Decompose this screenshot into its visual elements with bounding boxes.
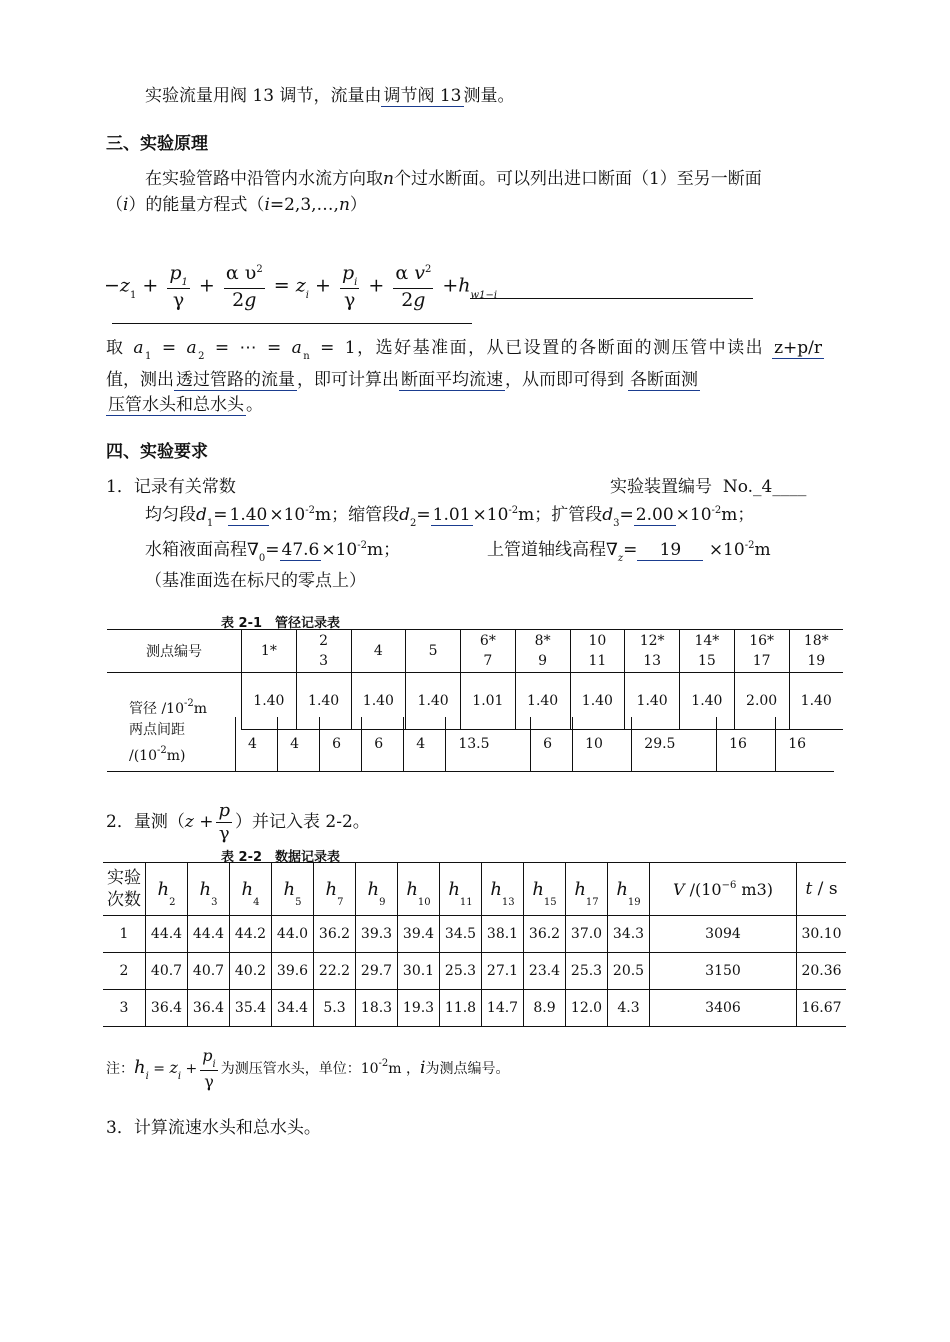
table2-h-cell: 39.4 bbox=[398, 916, 440, 953]
table1-dist: 6 bbox=[320, 717, 362, 772]
table2-h-cell: 44.4 bbox=[188, 916, 230, 953]
table2-h-cell: 39.3 bbox=[356, 916, 398, 953]
table1-dist: 4 bbox=[404, 717, 446, 772]
elevation-line: 水箱液面高程$\nabla_0= 47.6 \times 10^{-2}m$； bbox=[145, 540, 401, 564]
table2-h-head: $h_7$ bbox=[314, 863, 356, 916]
table1-diam: 1.40 bbox=[789, 673, 843, 730]
table1-diam: 1.40 bbox=[242, 673, 297, 730]
table1-point: 18* 19 bbox=[789, 630, 843, 673]
head-blank-cont: 压管水头和总水头 bbox=[108, 395, 244, 415]
table2-h-head: $h_{10}$ bbox=[398, 863, 440, 916]
table2-h-cell: 37.0 bbox=[566, 916, 608, 953]
table1-diam: 1.40 bbox=[351, 673, 406, 730]
table2-h-head: $h_9$ bbox=[356, 863, 398, 916]
table1-dist: 13.5 bbox=[446, 717, 531, 772]
table1-point-label: 测点编号 bbox=[107, 630, 242, 673]
velocity-blank: 断面平均流速 bbox=[401, 370, 503, 390]
table2-h-head: $h_{13}$ bbox=[482, 863, 524, 916]
table2-run: 1 bbox=[103, 916, 146, 953]
table1-dist: 29.5 bbox=[632, 717, 717, 772]
table2-h-cell: 20.5 bbox=[608, 953, 650, 990]
table2-h-cell: 44.4 bbox=[146, 916, 188, 953]
table2-h-cell: 36.2 bbox=[524, 916, 566, 953]
table1-dist: 4 bbox=[236, 717, 278, 772]
item1: 1．记录有关常数 bbox=[106, 477, 236, 497]
table2-h-head: $h_{15}$ bbox=[524, 863, 566, 916]
table2-h-head: $h_2$ bbox=[146, 863, 188, 916]
table2-note: 注：$h_i = z_i$ + $\frac{p_i}{\gamma}$ 为测压管水头，单位：$10^{-2}m$ ，i为测点编号。 bbox=[106, 1046, 510, 1091]
table1-diam: 1.40 bbox=[296, 673, 351, 730]
table2-h-cell: 23.4 bbox=[524, 953, 566, 990]
table2-h-head: $h_{17}$ bbox=[566, 863, 608, 916]
head-blank: 各断面测 bbox=[630, 370, 698, 390]
table1-point: 12* 13 bbox=[625, 630, 680, 673]
flow-meter-blank: 调节阀 13 bbox=[383, 86, 462, 106]
table2-h-cell: 38.1 bbox=[482, 916, 524, 953]
table1-diam: 1.40 bbox=[515, 673, 570, 730]
flow-blank: 透过管路的流量 bbox=[176, 370, 295, 390]
table1-dist: 6 bbox=[531, 717, 573, 772]
table1-point: 16* 17 bbox=[734, 630, 789, 673]
table2-h-cell: 34.5 bbox=[440, 916, 482, 953]
d3-value: 2.00 bbox=[635, 505, 674, 525]
d2-value: 1.01 bbox=[432, 505, 471, 525]
equation-rule bbox=[470, 298, 753, 299]
table2-time-head: t / s bbox=[797, 863, 847, 916]
table2-time-cell: 20.36 bbox=[797, 953, 847, 990]
table1-rows12 bbox=[107, 630, 843, 730]
table2-h-cell: 8.9 bbox=[524, 990, 566, 1027]
item2: 2．量测（z + $\frac{p}{\gamma}$ ）并记入表 2-2。 bbox=[106, 800, 370, 844]
table2-h-cell: 34.4 bbox=[272, 990, 314, 1027]
table1-diam: 1.40 bbox=[680, 673, 735, 730]
table1-dist-label: 两点间距 $/(10^{-2}m)$ bbox=[107, 717, 236, 772]
principle-line5: 压管水头和总水头 。 bbox=[108, 395, 263, 415]
table2-h-cell: 11.8 bbox=[440, 990, 482, 1027]
table1-point: 5 bbox=[406, 630, 461, 673]
table2-h-cell: 22.2 bbox=[314, 953, 356, 990]
table1-dist: 6 bbox=[362, 717, 404, 772]
table2-h-head: $h_{19}$ bbox=[608, 863, 650, 916]
table2-h-cell: 30.1 bbox=[398, 953, 440, 990]
table2-h-cell: 35.4 bbox=[230, 990, 272, 1027]
table2-h-cell: 25.3 bbox=[440, 953, 482, 990]
table1-row3 bbox=[107, 717, 834, 772]
item3: 3．计算流速水头和总水头。 bbox=[106, 1118, 321, 1138]
table1-point: 4 bbox=[351, 630, 406, 673]
table2-run: 2 bbox=[103, 953, 146, 990]
table1-diam: 1.01 bbox=[461, 673, 516, 730]
principle-line2: （i）的能量方程式（i=2,3,…,n） bbox=[106, 195, 367, 215]
table1-point: 10 11 bbox=[570, 630, 625, 673]
device-number: 实验装置编号 No._4____ bbox=[610, 477, 807, 497]
table1-dist: 10 bbox=[573, 717, 632, 772]
principle-line1: 在实验管路中沿管内水流方向取n个过水断面。可以列出进口断面（1）至另一断面 bbox=[145, 169, 762, 189]
table2-h-cell: 4.3 bbox=[608, 990, 650, 1027]
table2-run: 3 bbox=[103, 990, 146, 1027]
diameters-line: 均匀段$d_1= 1.40 \times 10^{-2}m$；缩管段$d_2= 1.01 \times 10^{-2}m$；扩管段$d_3= 2.00 \times 10^{-2}m$； bbox=[145, 505, 755, 529]
table2-time-cell: 30.10 bbox=[797, 916, 847, 953]
table1-point: 1* bbox=[242, 630, 297, 673]
table2-caption: 表 2-2 数据记录表 bbox=[221, 850, 341, 865]
table2-run-head: 实验 次数 bbox=[103, 863, 146, 916]
tank-level-value: 47.6 bbox=[281, 540, 320, 560]
table1-diam: 1.40 bbox=[570, 673, 625, 730]
table2-h-cell: 14.7 bbox=[482, 990, 524, 1027]
table2-h-cell: 40.7 bbox=[146, 953, 188, 990]
table2 bbox=[103, 863, 846, 1027]
table2-h-cell: 25.3 bbox=[566, 953, 608, 990]
table1-diam: 1.40 bbox=[625, 673, 680, 730]
table2-h-cell: 44.0 bbox=[272, 916, 314, 953]
pipe-axis-line: 上管道轴线高程$\nabla_z= 19 \times 10^{-2}m$ bbox=[487, 540, 771, 564]
energy-equation: $-z_1$ + $\frac{p_1}{\gamma}$ + $\frac{\alpha \upsilon^2}{2g}$ = $z_i$ + $\frac{p_i}{\gamma}$ + $\frac{\alpha v^2}{2g}$ $+h_{w1-i}$ bbox=[104, 262, 498, 311]
intro-line bbox=[145, 81, 515, 107]
table2-time-cell: 16.67 bbox=[797, 990, 847, 1027]
table2-volume-cell: 3406 bbox=[650, 990, 797, 1027]
base-note: （基准面选在标尺的零点上） bbox=[145, 571, 366, 591]
intro-text: 实验流量用阀 13 调节，流量由 bbox=[145, 86, 382, 106]
pipe-axis-value: 19 bbox=[637, 542, 703, 561]
table2-h-cell: 12.0 bbox=[566, 990, 608, 1027]
equation-underline bbox=[112, 323, 472, 324]
table1-point: 6* 7 bbox=[461, 630, 516, 673]
table2-h-cell: 44.2 bbox=[230, 916, 272, 953]
table2-h-head: $h_3$ bbox=[188, 863, 230, 916]
table2-h-head: $h_5$ bbox=[272, 863, 314, 916]
principle-line3: 取 $a_1 = a_2$ = ⋯ = $a_n = 1$，选好基准面，从已设置的各断面的测压管中读出 z+p/r bbox=[106, 338, 823, 362]
d1-value: 1.40 bbox=[229, 505, 268, 525]
table-row bbox=[103, 953, 846, 990]
table2-h-cell: 27.1 bbox=[482, 953, 524, 990]
table2-h-cell: 39.6 bbox=[272, 953, 314, 990]
table2-h-cell: 19.3 bbox=[398, 990, 440, 1027]
table2-h-cell: 36.2 bbox=[314, 916, 356, 953]
table1-point: 14* 15 bbox=[680, 630, 735, 673]
table2-h-cell: 18.3 bbox=[356, 990, 398, 1027]
table2-h-cell: 40.2 bbox=[230, 953, 272, 990]
intro-text-end: 测量。 bbox=[463, 86, 515, 106]
table2-h-cell: 29.7 bbox=[356, 953, 398, 990]
table1-diam: 2.00 bbox=[734, 673, 789, 730]
table2-h-cell: 5.3 bbox=[314, 990, 356, 1027]
table1-point: 2 3 bbox=[296, 630, 351, 673]
table2-h-cell: 34.3 bbox=[608, 916, 650, 953]
table-row bbox=[103, 916, 846, 953]
table1-dist: 16 bbox=[717, 717, 776, 772]
table1-dist: 16 bbox=[776, 717, 834, 772]
table2-h-cell: 36.4 bbox=[146, 990, 188, 1027]
table2-h-cell: 36.4 bbox=[188, 990, 230, 1027]
read-value-blank: z+p/r bbox=[774, 338, 823, 358]
table2-volume-cell: 3094 bbox=[650, 916, 797, 953]
table1-point: 8* 9 bbox=[515, 630, 570, 673]
table2-volume-head: V $/(10^{-6}$ m3) bbox=[650, 863, 797, 916]
section4-title: 四、实验要求 bbox=[106, 442, 208, 462]
table1-caption: 表 2-1 管径记录表 bbox=[221, 616, 341, 631]
table2-h-cell: 40.7 bbox=[188, 953, 230, 990]
table2-h-head: $h_4$ bbox=[230, 863, 272, 916]
section3-title: 三、实验原理 bbox=[106, 134, 208, 154]
table-row bbox=[103, 990, 846, 1027]
principle-line4: 值，测出透过管路的流量，即可计算出断面平均流速，从而即可得到各断面测 bbox=[106, 370, 698, 390]
table1-diam: 1.40 bbox=[406, 673, 461, 730]
table1-diam-label: 管径 $/10^{-2}m$ bbox=[129, 698, 208, 717]
table2-volume-cell: 3150 bbox=[650, 953, 797, 990]
table2-h-head: $h_{11}$ bbox=[440, 863, 482, 916]
table1-dist: 4 bbox=[278, 717, 320, 772]
